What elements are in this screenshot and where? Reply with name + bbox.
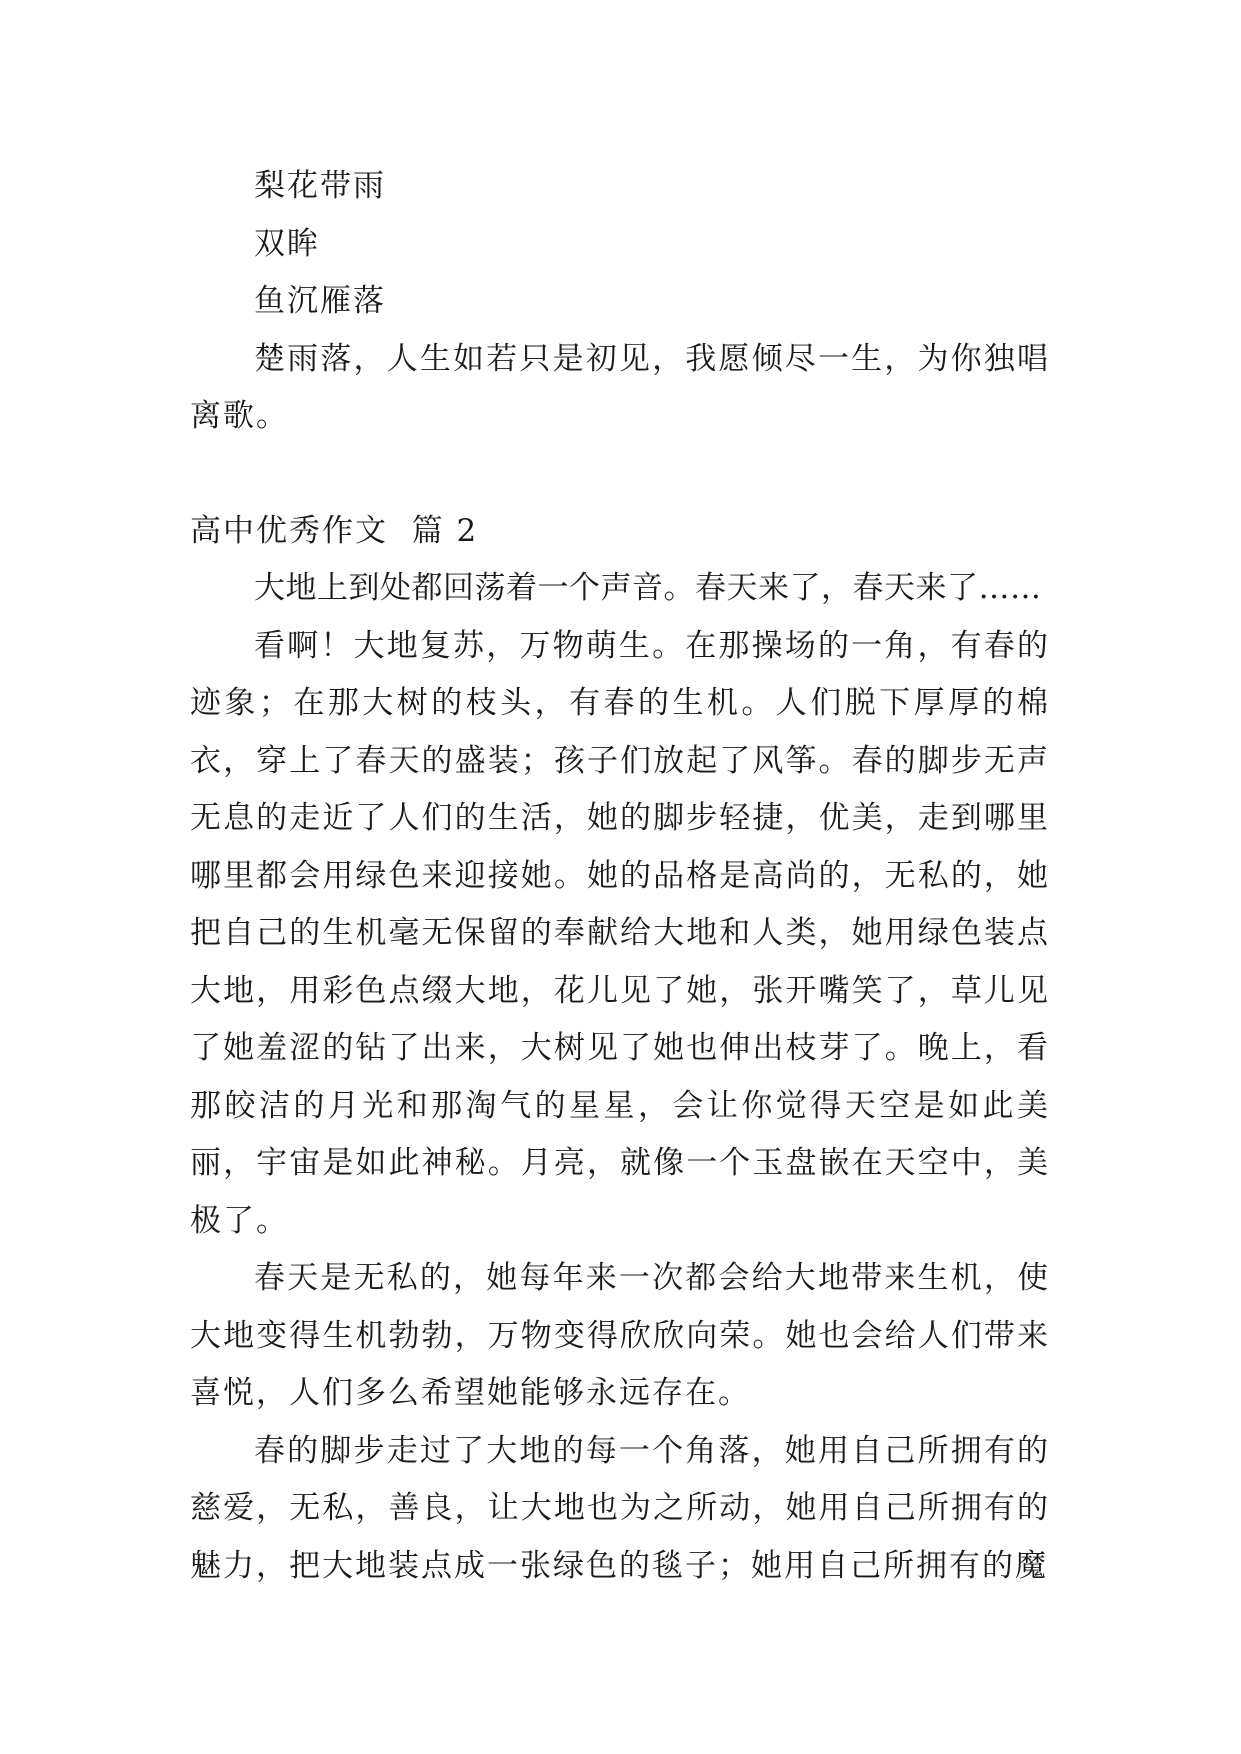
document-page [190, 158, 1050, 1595]
body-paragraph: 大地上到处都回荡着一个声音。春天来了，春天来了…… [254, 570, 1042, 606]
poem-line: 梨花带雨 [254, 168, 386, 204]
section-spacer [190, 446, 1050, 503]
poem-line: 鱼沉雁落 [254, 283, 386, 319]
body-paragraph: 看啊！大地复苏，万物萌生。在那操场的一角，有春的迹象；在那大树的枝头，有春的生机。人们脱下厚厚的棉衣，穿上了春天的盛装；孩子们放起了风筝。春的脚步无声无息的走近了人们的生活，她的脚步轻捷，优美，走到哪里哪里都会用绿色来迎接她。她的品格是高尚的，无私的，她把自己的生机毫无保留的奉献给大地和人类，她用绿色装点大地，用彩色点缀大地，花儿见了她，张开嘴笑了，草儿见了她羞涩的钻了出来，大树见了她也伸出枝芽了。晚上，看那皎洁的月光和那淘气的星星，会让你觉得天空是如此美丽，宇宙是如此神秘。月亮，就像一个玉盘嵌在天空中，美极了。 [190, 627, 1050, 1239]
body-paragraph: 春的脚步走过了大地的每一个角落，她用自己所拥有的慈爱，无私，善良，让大地也为之所动，她用自己所拥有的魅力，把大地装点成一张绿色的毯子；她用自己所拥有的魔 [190, 1432, 1050, 1584]
poem-line: 双眸 [254, 225, 320, 262]
section-title: 高中优秀作文 篇 2 [190, 512, 479, 549]
body-paragraph: 春天是无私的，她每年来一次都会给大地带来生机，使大地变得生机勃勃，万物变得欣欣向荣。她也会给人们带来喜悦，人们多么希望她能够永远存在。 [190, 1260, 1050, 1411]
closing-paragraph: 楚雨落，人生如若只是初见，我愿倾尽一生，为你独唱离歌。 [190, 340, 1050, 434]
